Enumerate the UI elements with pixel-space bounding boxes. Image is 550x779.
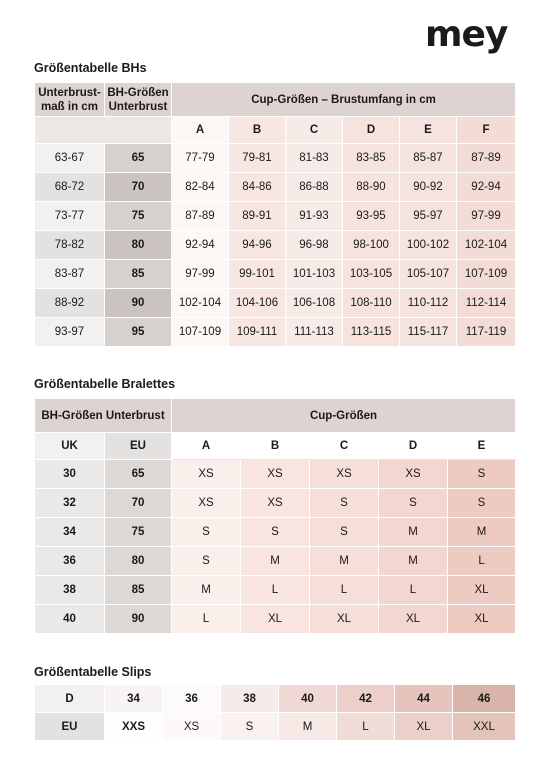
bra-row: [35, 144, 516, 173]
uk-size-value: 36: [35, 547, 105, 576]
cup-letter-d: D: [343, 117, 400, 144]
bralette-size-cell: XL: [448, 605, 516, 634]
bralette-size-cell: XS: [172, 460, 241, 489]
cup-measure-cell: 89-91: [229, 202, 286, 231]
cup-measure-cell: 110-112: [400, 289, 457, 318]
slip-d-size: 44: [395, 685, 453, 713]
eu-size-value: 75: [105, 518, 172, 547]
cup-measure-cell: 83-85: [343, 144, 400, 173]
slip-d-size: 36: [163, 685, 221, 713]
bralette-size-cell: XL: [379, 605, 448, 634]
slip-eu-size: XL: [395, 713, 453, 741]
cup-measure-cell: 105-107: [400, 260, 457, 289]
cup-measure-cell: 88-90: [343, 173, 400, 202]
cup-measure-cell: 86-88: [286, 173, 343, 202]
slip-d-size: 34: [105, 685, 163, 713]
bra-size-table: [34, 82, 516, 347]
eu-header: EU: [105, 433, 172, 460]
bralette-size-cell: S: [310, 518, 379, 547]
bralette-size-cell: XS: [172, 489, 241, 518]
slip-eu-size: S: [221, 713, 279, 741]
slip-eu-size: M: [279, 713, 337, 741]
underbust-range: 63-67: [35, 144, 105, 173]
cup-measure-cell: 98-100: [343, 231, 400, 260]
slip-eu-size: XXS: [105, 713, 163, 741]
bralette-size-cell: S: [172, 518, 241, 547]
bra-row: [35, 289, 516, 318]
cup-measure-cell: 84-86: [229, 173, 286, 202]
bralette-cup-letter-c: C: [310, 433, 379, 460]
bralette-size-cell: L: [241, 576, 310, 605]
bra-row: [35, 260, 516, 289]
bralette-size-cell: L: [172, 605, 241, 634]
slip-d-size: 40: [279, 685, 337, 713]
slip-size-table: [34, 684, 516, 741]
bralette-size-cell: S: [310, 489, 379, 518]
cup-measure-cell: 102-104: [172, 289, 229, 318]
cup-measure-cell: 94-96: [229, 231, 286, 260]
cup-measure-cell: 93-95: [343, 202, 400, 231]
cup-letter-e: E: [400, 117, 457, 144]
bra-size-value: 75: [105, 202, 172, 231]
bra-size-header: BH-Größen Unterbrust: [105, 83, 172, 117]
cup-measure-cell: 101-103: [286, 260, 343, 289]
uk-size-value: 30: [35, 460, 105, 489]
bralette-size-cell: XL: [448, 576, 516, 605]
cup-measure-cell: 92-94: [457, 173, 516, 202]
bralette-cup-letter-d: D: [379, 433, 448, 460]
bralettes-section-title: Größentabelle Bralettes: [34, 377, 176, 391]
cup-measure-cell: 79-81: [229, 144, 286, 173]
bra-size-value: 80: [105, 231, 172, 260]
slip-eu-label: EU: [35, 713, 105, 741]
bralette-size-cell: M: [379, 547, 448, 576]
cup-measure-cell: 82-84: [172, 173, 229, 202]
bralette-cup-letter-e: E: [448, 433, 516, 460]
empty-header-cell: [35, 117, 172, 144]
bralette-size-cell: XS: [379, 460, 448, 489]
underbust-range: 88-92: [35, 289, 105, 318]
bralette-size-cell: S: [241, 518, 310, 547]
cup-letter-c: C: [286, 117, 343, 144]
cup-measure-cell: 112-114: [457, 289, 516, 318]
bra-size-value: 95: [105, 318, 172, 347]
cup-size-header: Cup-Größen – Brustumfang in cm: [172, 83, 516, 117]
cup-measure-cell: 115-117: [400, 318, 457, 347]
bralette-row: [35, 489, 516, 518]
eu-size-value: 65: [105, 460, 172, 489]
slip-d-size: 38: [221, 685, 279, 713]
cup-measure-cell: 111-113: [286, 318, 343, 347]
eu-size-value: 90: [105, 605, 172, 634]
underbust-range: 78-82: [35, 231, 105, 260]
bralette-size-cell: XS: [310, 460, 379, 489]
bra-row: [35, 202, 516, 231]
bralette-size-cell: M: [241, 547, 310, 576]
cup-measure-cell: 92-94: [172, 231, 229, 260]
bralette-size-cell: M: [172, 576, 241, 605]
cup-measure-cell: 107-109: [457, 260, 516, 289]
cup-measure-cell: 97-99: [457, 202, 516, 231]
cup-measure-cell: 113-115: [343, 318, 400, 347]
slip-eu-size: L: [337, 713, 395, 741]
bralette-cup-letter-b: B: [241, 433, 310, 460]
cup-measure-cell: 90-92: [400, 173, 457, 202]
uk-size-value: 38: [35, 576, 105, 605]
uk-header: UK: [35, 433, 105, 460]
cup-letter-f: F: [457, 117, 516, 144]
bralette-row: [35, 576, 516, 605]
cup-measure-cell: 96-98: [286, 231, 343, 260]
slips-section-title: Größentabelle Slips: [34, 665, 152, 679]
cup-measure-cell: 95-97: [400, 202, 457, 231]
underbust-range: 83-87: [35, 260, 105, 289]
cup-measure-cell: 107-109: [172, 318, 229, 347]
bra-size-value: 90: [105, 289, 172, 318]
bralette-size-cell: XL: [310, 605, 379, 634]
cup-measure-cell: 97-99: [172, 260, 229, 289]
cup-letter-a: A: [172, 117, 229, 144]
underbust-range: 68-72: [35, 173, 105, 202]
slip-d-size: 46: [453, 685, 516, 713]
bras-section-title: Größentabelle BHs: [34, 61, 147, 75]
cup-measure-cell: 91-93: [286, 202, 343, 231]
bralette-size-cell: L: [448, 547, 516, 576]
slip-eu-size: XS: [163, 713, 221, 741]
uk-size-value: 32: [35, 489, 105, 518]
bralette-size-cell: M: [310, 547, 379, 576]
cup-measure-cell: 81-83: [286, 144, 343, 173]
cup-measure-cell: 117-119: [457, 318, 516, 347]
bralette-size-cell: M: [448, 518, 516, 547]
bralette-size-cell: S: [448, 460, 516, 489]
bralette-size-table: [34, 398, 516, 634]
eu-size-value: 85: [105, 576, 172, 605]
cup-measure-cell: 100-102: [400, 231, 457, 260]
uk-size-value: 40: [35, 605, 105, 634]
slip-d-size: 42: [337, 685, 395, 713]
cup-letter-b: B: [229, 117, 286, 144]
bralette-size-cell: S: [172, 547, 241, 576]
bralette-row: [35, 547, 516, 576]
bralette-row: [35, 518, 516, 547]
cup-measure-cell: 87-89: [172, 202, 229, 231]
cup-measure-cell: 104-106: [229, 289, 286, 318]
bra-row: [35, 173, 516, 202]
bralette-cup-letter-a: A: [172, 433, 241, 460]
bralette-row: [35, 460, 516, 489]
bralette-size-cell: XL: [241, 605, 310, 634]
bralette-size-cell: XS: [241, 489, 310, 518]
bralette-row: [35, 605, 516, 634]
slip-d-label: D: [35, 685, 105, 713]
eu-size-value: 70: [105, 489, 172, 518]
bralette-size-cell: L: [310, 576, 379, 605]
cup-measure-cell: 85-87: [400, 144, 457, 173]
uk-size-value: 34: [35, 518, 105, 547]
cup-measure-cell: 109-111: [229, 318, 286, 347]
underbust-range: 73-77: [35, 202, 105, 231]
bralette-size-cell: XS: [241, 460, 310, 489]
cup-measure-cell: 77-79: [172, 144, 229, 173]
slip-eu-size: XXL: [453, 713, 516, 741]
bra-size-value: 85: [105, 260, 172, 289]
cup-measure-cell: 102-104: [457, 231, 516, 260]
bralette-size-cell: S: [379, 489, 448, 518]
cup-measure-cell: 103-105: [343, 260, 400, 289]
bralette-size-header: BH-Größen Unterbrust: [35, 399, 172, 433]
bra-size-value: 65: [105, 144, 172, 173]
underbust-range: 93-97: [35, 318, 105, 347]
cup-measure-cell: 108-110: [343, 289, 400, 318]
eu-size-value: 80: [105, 547, 172, 576]
bralette-size-cell: M: [379, 518, 448, 547]
brand-logo: mey: [425, 14, 508, 55]
bralette-size-cell: L: [379, 576, 448, 605]
cup-measure-cell: 99-101: [229, 260, 286, 289]
underbust-measure-header: Unterbrust-maß in cm: [35, 83, 105, 117]
bra-row: [35, 231, 516, 260]
bra-row: [35, 318, 516, 347]
bra-size-value: 70: [105, 173, 172, 202]
cup-measure-cell: 87-89: [457, 144, 516, 173]
bralette-cup-header: Cup-Größen: [172, 399, 516, 433]
cup-measure-cell: 106-108: [286, 289, 343, 318]
bralette-size-cell: S: [448, 489, 516, 518]
